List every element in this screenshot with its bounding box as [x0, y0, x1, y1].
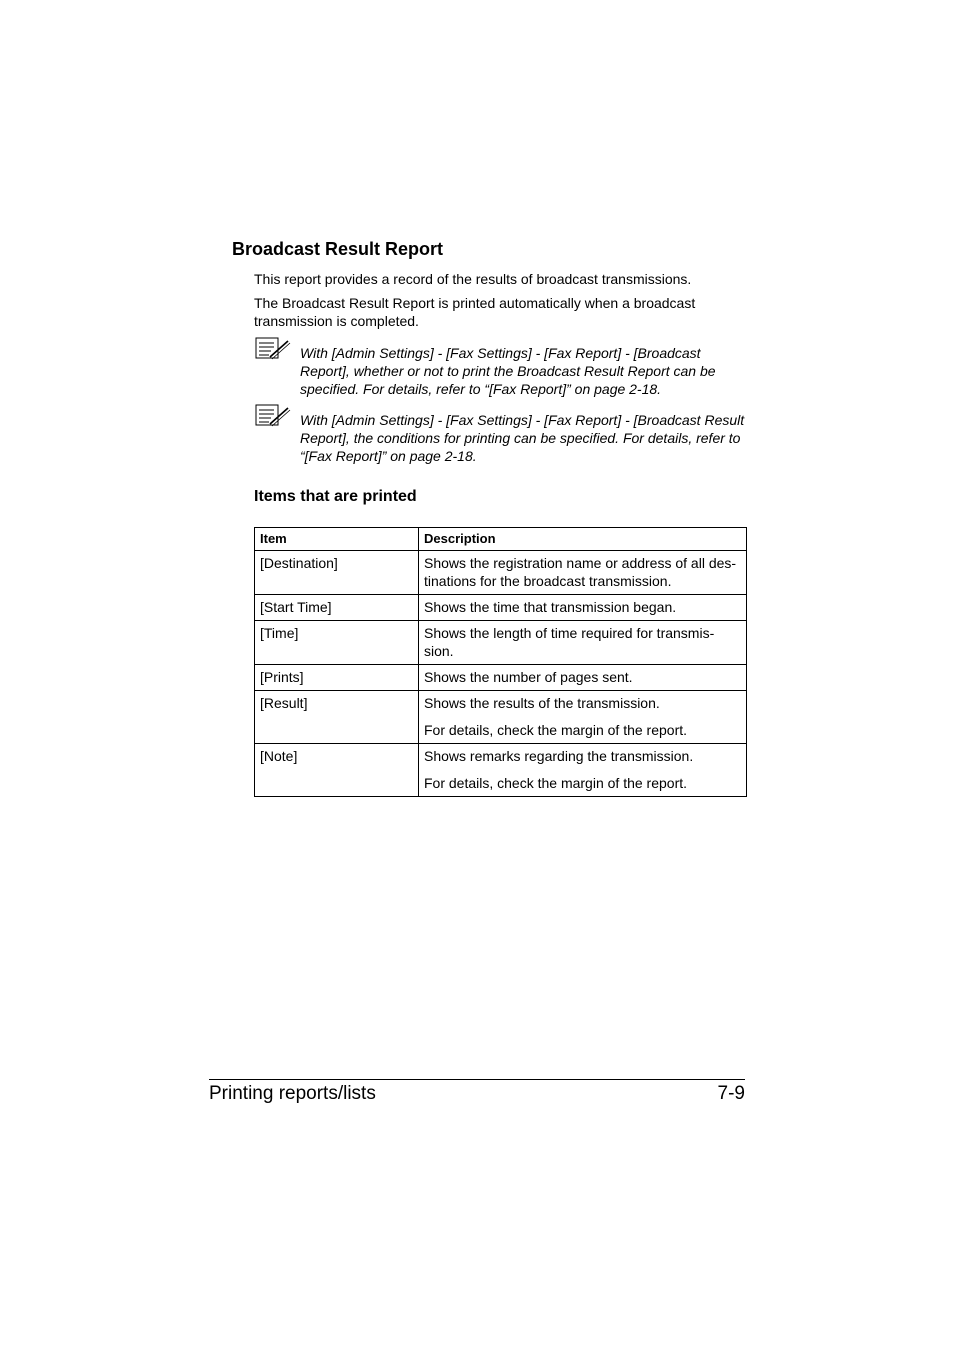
description-text: For details, check the margin of the report. — [424, 722, 688, 738]
table-row — [255, 595, 747, 621]
footer-page-number: 7-9 — [717, 1083, 745, 1104]
description-text: Shows the length of time required for transmis-sion. — [424, 625, 715, 659]
table-row — [255, 744, 747, 797]
table-row — [255, 551, 747, 595]
table-row — [255, 621, 747, 665]
description-text: Shows the results of the transmission. — [424, 695, 660, 711]
item-cell: [Time] — [255, 621, 419, 665]
note-pencil-icon — [255, 404, 291, 428]
description-cell — [419, 665, 747, 691]
description-text: Shows remarks regarding the transmission. — [424, 748, 694, 764]
note-text-2: With [Admin Settings] - [Fax Settings] - [Fax Report] - [Broadcast Result Report], the conditions for printing can be specified. For details, refer to “[Fax Report]” on page 2-18. — [300, 412, 745, 464]
item-cell: [Result] — [255, 691, 419, 744]
section-title: Broadcast Result Report — [232, 239, 444, 259]
intro-paragraph-1: This report provides a record of the results of broadcast transmissions. — [254, 271, 692, 287]
table-header-row — [255, 528, 747, 551]
column-header-description: Description — [419, 528, 747, 551]
intro-paragraph-2: The Broadcast Result Report is printed automatically when a broadcast transmission is completed. — [254, 295, 696, 329]
description-cell — [419, 621, 747, 665]
item-cell: [Destination] — [255, 551, 419, 595]
description-text: For details, check the margin of the report. — [424, 775, 688, 791]
description-text: Shows the time that transmission began. — [424, 599, 677, 615]
note-text-1: With [Admin Settings] - [Fax Settings] - [Fax Report] - [Broadcast Report], whether or not to print the Broadcast Result Report can be specified. For details, refer to “[Fax Report]” on page 2-18. — [300, 345, 716, 397]
description-text: Shows the registration name or address of all des-tinations for the broadcast transmission. — [424, 555, 737, 589]
item-cell: [Start Time] — [255, 595, 419, 621]
footer-rule — [209, 1079, 745, 1080]
column-header-item: Item — [255, 528, 419, 551]
description-cell — [419, 691, 747, 744]
note-pencil-icon — [255, 337, 291, 361]
footer-section-title: Printing reports/lists — [209, 1083, 376, 1104]
table-row — [255, 691, 747, 744]
items-heading: Items that are printed — [254, 488, 417, 505]
description-cell — [419, 551, 747, 595]
table-row — [255, 665, 747, 691]
items-table — [254, 527, 747, 797]
item-cell: [Note] — [255, 744, 419, 797]
description-text: Shows the number of pages sent. — [424, 669, 633, 685]
description-cell — [419, 744, 747, 797]
description-cell — [419, 595, 747, 621]
item-cell: [Prints] — [255, 665, 419, 691]
